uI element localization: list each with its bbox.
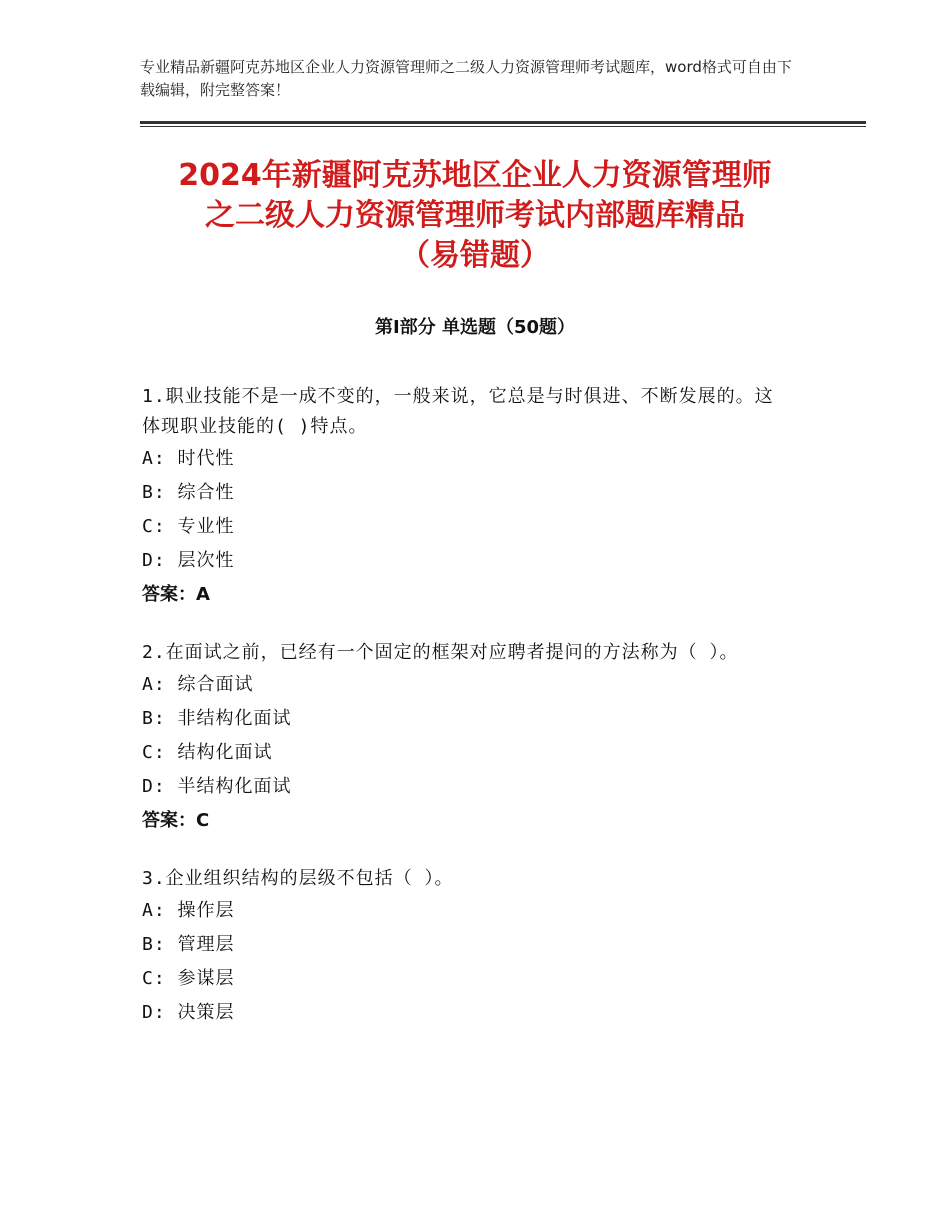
document-title: [140, 156, 810, 276]
option-b: B: 非结构化面试: [142, 708, 292, 729]
option-a: A: 综合面试: [142, 674, 254, 695]
answer: 答案：C: [142, 810, 210, 831]
option-d: D: 层次性: [142, 550, 235, 571]
option-a: A: 操作层: [142, 900, 235, 921]
option-d: D: 决策层: [142, 1002, 235, 1023]
option-c: C: 专业性: [142, 516, 235, 537]
option-c: C: 参谋层: [142, 968, 235, 989]
question-stem: 3.企业组织结构的层级不包括（ ）。: [142, 868, 454, 889]
option-b: B: 管理层: [142, 934, 235, 955]
header-divider-thin: [140, 126, 866, 127]
question-list: [142, 382, 792, 1056]
answer: 答案：A: [142, 584, 210, 605]
question-stem: 2.在面试之前，已经有一个固定的框架对应聘者提问的方法称为（ ）。: [142, 642, 739, 663]
option-d: D: 半结构化面试: [142, 776, 292, 797]
option-a: A: 时代性: [142, 448, 235, 469]
document-title-line-1: 2024年新疆阿克苏地区企业人力资源管理师: [178, 158, 772, 193]
question-3: [142, 864, 792, 1030]
question-2: [142, 638, 792, 838]
header-note: 专业精品新疆阿克苏地区企业人力资源管理师之二级人力资源管理师考试题库，word格式可自由下载编辑，附完整答案！: [140, 58, 792, 99]
document-title-line-3: （易错题）: [400, 238, 550, 273]
question-stem: 1.职业技能不是一成不变的，一般来说，它总是与时俱进、不断发展的。这体现职业技能的( )特点。: [142, 386, 774, 437]
document-title-line-2: 之二级人力资源管理师考试内部题库精品: [205, 198, 745, 233]
header-divider-thick: [140, 121, 866, 124]
question-1: [142, 382, 792, 612]
option-c: C: 结构化面试: [142, 742, 273, 763]
section-title: 第Ⅰ部分 单选题（50题）: [374, 317, 575, 338]
option-b: B: 综合性: [142, 482, 235, 503]
